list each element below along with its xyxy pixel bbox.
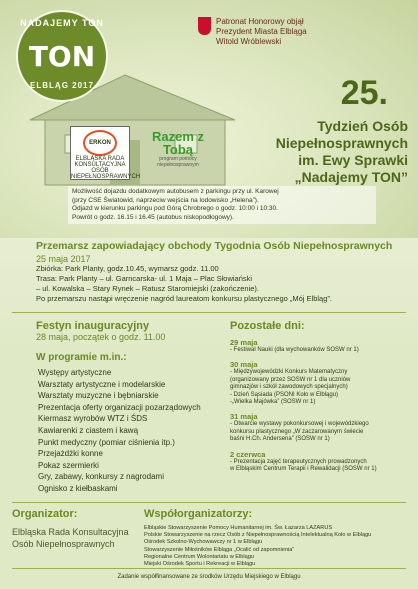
coorganizer-item: Stowarzyszenie Miłośników Elbląga „Ocalić od zapomnienia” — [144, 546, 295, 553]
march-date: 25 maja 2017 — [36, 254, 91, 264]
day-date: 29 maja — [230, 338, 258, 347]
day-line: - Międzywojewódzki Konkurs Matematyczny — [230, 369, 348, 376]
march-line: Zbiórka: Park Planty, godz.10.45, wymarsz godz. 11.00 — [36, 264, 219, 273]
organizer-section — [12, 508, 142, 550]
march-line: – ul. Kowalska – Stary Rynek – Ratusz Staromiejski (zakończenie). — [36, 284, 260, 293]
coorganizers-section — [144, 508, 409, 568]
list-item: Przejażdżki konne — [38, 449, 103, 459]
list-item: Warsztaty artystyczne i modelarskie — [38, 379, 166, 389]
list-item: Pokaz szermierki — [38, 460, 99, 470]
title-line-3: im. Ewy Sprawki — [298, 152, 408, 168]
organizer-name-line: Elbląska Rada Konsultacyjna — [12, 527, 129, 537]
day-line: (organizowany przez SOSW nr 1 dla uczniów — [230, 376, 351, 383]
march-heading: Przemarsz zapowiadający obchody Tygodnia Osób Niepełnosprawnych — [36, 240, 393, 252]
list-item: Warsztaty muzyczne i bębniarskie — [38, 391, 159, 401]
list-item: Kiermasz wyrobów WTZ i ŚDS — [38, 414, 148, 424]
day-line: -„Wielka Majówka” (SOSW nr 1) — [230, 399, 316, 406]
badge-top-text: NADAJEMY TON — [20, 18, 104, 28]
transport-line: Możliwość dojazdu dodatkowym autobusem z parkingu przy ul. Karowej — [72, 188, 279, 195]
day-line: konkursu plastycznego „W zaczarowanym świecie — [230, 428, 364, 435]
festyn-date: 28 maja, początek o godz. 11.00 — [36, 332, 166, 342]
erkon-logo-subtext: ELBLĄSKA RADA KONSULTACYJNA OSÓB NIEPEŁNOSPRAWNYCH — [71, 156, 141, 180]
program-heading: W programie m.in.: — [36, 352, 127, 363]
title-line-4: „Nadajemy TON” — [294, 169, 408, 185]
title-line-1: Tydzień Osób — [317, 118, 408, 134]
day-date: 30 maja — [230, 360, 258, 370]
patron-line-2: Prezydent Miasta Elbląga — [216, 27, 307, 36]
organizer-name-line: Osób Niepełnosprawnych — [12, 539, 115, 549]
event-title — [240, 118, 408, 186]
day-line: - Dzień Sąsiada (PSONI Koło w Elblągu) — [230, 391, 339, 398]
coorganizer-item: Polskie Stowarzyszenie na rzecz Osób z Niepełnosprawnością Intelektualną Koło w Elblągu — [144, 532, 372, 539]
badge-bottom-text: ELBLĄG 2017 — [30, 81, 94, 90]
day-line: - Festiwal Nauki (dla wychowanków SOSW nr 1) — [230, 347, 359, 353]
razem-logo-text: Razem z Tobą — [151, 129, 205, 157]
funding-note: Zadanie współfinansowane ze środków Urzędu Miejskiego w Elblągu — [117, 574, 301, 580]
nadajemy-ton-badge — [16, 10, 108, 102]
section-divider — [12, 312, 406, 313]
coorganizer-item: Elbląskie Stowarzyszenie Pomocy Humanitarnej im. Św. Łazarza LAZARUS — [144, 525, 333, 531]
patron-line-1: Patronat Honorowy objął — [216, 17, 304, 26]
transport-line: (przy CSE Światowid, naprzeciw wejścia na lodowisko „Helena”). — [72, 196, 259, 204]
list-item: Ognisko z kiełbaskami — [38, 483, 118, 493]
coorganizers-heading: Współorganizatorzy: — [144, 508, 253, 520]
other-days-section — [230, 320, 405, 473]
header-banner — [0, 0, 418, 238]
festyn-heading: Festyn inauguracyjny — [36, 320, 150, 332]
list-item: Punkt medyczny (pomiar ciśnienia itp.) — [38, 437, 175, 447]
section-divider — [12, 568, 406, 569]
list-item: Gry, zabawy, konkursy z nagrodami — [38, 472, 164, 482]
razem-z-toba-logo — [148, 130, 208, 168]
transport-line: Powrót o godz. 16.15 i 16.45 (autobus niskopodłogowy). — [72, 213, 234, 221]
day-line: baśni H.Ch. Andersena” (SOSW nr 1) — [230, 436, 330, 443]
section-divider — [12, 502, 406, 503]
transport-line: Odjazd w kierunku parkingu pod Górą Chrobrego o godz. 10:00 i 10:30. — [72, 205, 278, 213]
razem-logo-subtext: program pomocy niepełnosprawnym — [157, 156, 199, 168]
organizer-heading: Organizator: — [12, 508, 78, 520]
title-line-2: Niepełnosprawnych — [275, 135, 408, 151]
festyn-section — [36, 320, 216, 495]
badge-logo-text: TON — [28, 40, 96, 73]
coorganizer-item: Regionalne Centrum Wolontariatu w Elblągu — [144, 553, 254, 560]
list-item: Występy artystyczne — [38, 368, 112, 377]
march-line: Po przemarszu nastąpi wręczenie nagród laureatom konkursu plastycznego „Mój Elbląg”. — [36, 294, 332, 303]
coorganizer-item: Ośrodek Szkolno-Wychowawczy nr 1 w Elblągu — [144, 539, 263, 546]
day-line: - Prezentacja zajęć terapeutycznych prowadzonych — [230, 458, 367, 465]
erkon-logo — [70, 126, 141, 180]
patron-line-3: Witold Wróblewski — [216, 37, 282, 46]
day-date: 2 czerwca — [230, 449, 266, 459]
march-line: Trasa: Park Planty – ul. Garncarska- ul. 1 Maja – Plac Słowiański — [36, 274, 253, 283]
erkon-logo-text: ERKON — [83, 130, 117, 156]
organizer-name — [12, 526, 142, 550]
day-date: 31 maja — [230, 412, 258, 422]
day-line: gimnazjów i szkół zawodowych specjalnych) — [230, 384, 348, 391]
program-list — [36, 367, 216, 495]
march-section — [36, 240, 396, 304]
edition-number: 25. — [340, 74, 388, 112]
patron-block — [198, 17, 398, 47]
other-days-heading: Pozostałe dni: — [230, 320, 305, 332]
transport-info — [68, 186, 376, 224]
day-line: w Elbląskim Centrum Terapii i Rewalidacji (SOSW nr 1) — [230, 466, 377, 473]
coorganizer-item: Miejski Ośrodek Sportu i Rekreacji w Elblągu — [144, 561, 256, 568]
city-crest-icon — [198, 17, 211, 35]
list-item: Kawiarenki z ciastem i kawą — [38, 425, 139, 435]
day-line: - Otwarcie wystawy pokonkursowej i wojewódzkiego — [230, 421, 369, 428]
list-item: Prezentacja oferty organizacji pozarządowych — [38, 402, 201, 412]
